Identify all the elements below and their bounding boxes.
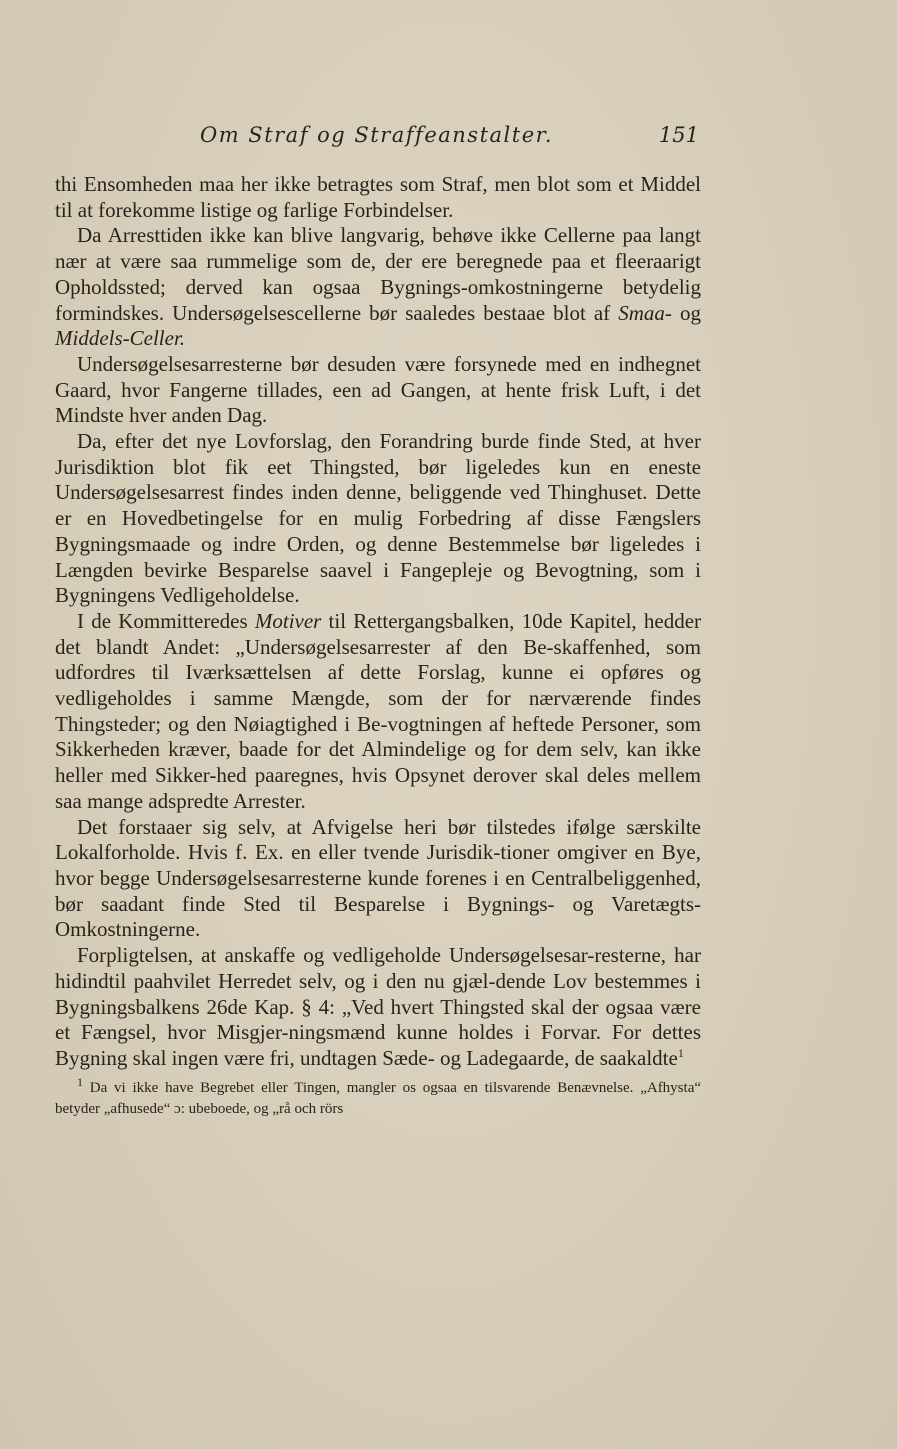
paragraph [55,943,701,1072]
footnote [55,1074,702,1120]
body-text [55,172,701,1072]
paragraph-text: thi Ensomheden maa her ikke betragtes som Straf, men blot som et Middel til at forekomme listige og farlige Forbindelser. [55,172,701,222]
emphasis-text: Middels-Celler. [55,326,186,351]
paragraph-text: og [671,300,702,325]
book-page [55,118,701,1120]
page-header [55,118,701,158]
running-title: Om Straf og Straffeanstalter. [200,123,554,147]
paragraph-text: Da Arresttiden ikke kan blive langvarig, behøve ikke Cellerne paa langt nær at være saa rummelige som de, der ere beregnede paa et fleeraarigt Opholdssted; derved kan ogsaa Bygnings-omkostningerne betydelig formindskes. Undersøgelsescellerne bør saaledes bestaae blot af [55,223,701,325]
paragraph-text: Da, efter det nye Lovforslag, den Forandring burde finde Sted, at hver Jurisdiktion blot fik eet Thingsted, bør ligeledes kun en eneste Undersøgelsesarrest findes inden denne, beliggende ved Thinghuset. Dette er en Hovedbetingelse for en mulig Forbedring af disse Fængslers Bygningsmaade og indre Orden, og denne Bestemmelse bør ligeledes i Længden bevirke Besparelse saavel i Fangepleje og Bevogtning, som i Bygningens Vedligeholdelse. [55,429,701,608]
emphasis-text: Motiver [254,608,322,633]
paragraph [55,609,701,815]
emphasis-text: Smaa- [618,300,672,325]
footnote-marker: 1 [77,1074,83,1089]
paragraph-text: Det forstaaer sig selv, at Afvigelse heri bør tilstedes ifølge særskilte Lokalforholde. Hvis f. Ex. en eller tvende Jurisdik-tioner omgiver en Bye, hvor begge Undersøgelsesarresterne kunde forenes i en Centralbeliggenhed, bør saadant finde Sted til Besparelse i Bygnings- og Varetægts-Omkostningerne. [55,814,701,942]
paragraph [55,429,701,609]
paragraph [55,172,701,223]
footnote-reference: 1 [677,1045,684,1060]
paragraph-text: til Rettergangsbalken, 10de Kapitel, hedder det blandt Andet: „Undersøgelsesarrester af den Be-skaffenhed, som udfordres til Iværksættelsen af dette Forslag, kunne ei opføres og vedligeholdes i samme Mængde, som der for nærværende findes Thingsteder; og den Nøiagtighed i Be-vogtningen af heftede Personer, som Sikkerheden kræver, baade for det Almindelige og for dem selv, kan ikke heller med Sikker-hed paaregnes, hvis Opsynet derover skal deles mellem saa mange adspredte Arrester. [55,608,702,813]
paragraph [55,352,701,429]
footnote-text: Da vi ikke have Begrebet eller Tingen, mangler os ogsaa en tilsvarende Benævnelse. „Afhysta“ betyder „afhusede“ ɔ: ubeboede, og „rå och rörs [55,1079,702,1117]
paragraph-text: Undersøgelsesarresterne bør desuden være forsynede med en indhegnet Gaard, hvor Fangerne tillades, een ad Gangen, at hente frisk Luft, i det Mindste hver anden Dag. [55,351,701,428]
paragraph [55,815,701,944]
page-number: 151 [658,123,699,147]
paragraph [55,223,701,352]
paragraph-text: I de Kommitteredes [77,608,255,633]
paragraph-text: Forpligtelsen, at anskaffe og vedligeholde Undersøgelsesar-resterne, har hidindtil paahvilet Herredet selv, og i den nu gjæl-dende Lov bestemmes i Bygningsbalkens 26de Kap. § 4: „Ved hvert Thingsted skal der ogsaa være et Fængsel, hvor Misgjer-ningsmænd kunne holdes i Forvar. For dettes Bygning skal ingen være fri, undtagen Sæde- og Ladegaarde, de saakaldte [55,943,701,1070]
footnotes [55,1074,702,1120]
